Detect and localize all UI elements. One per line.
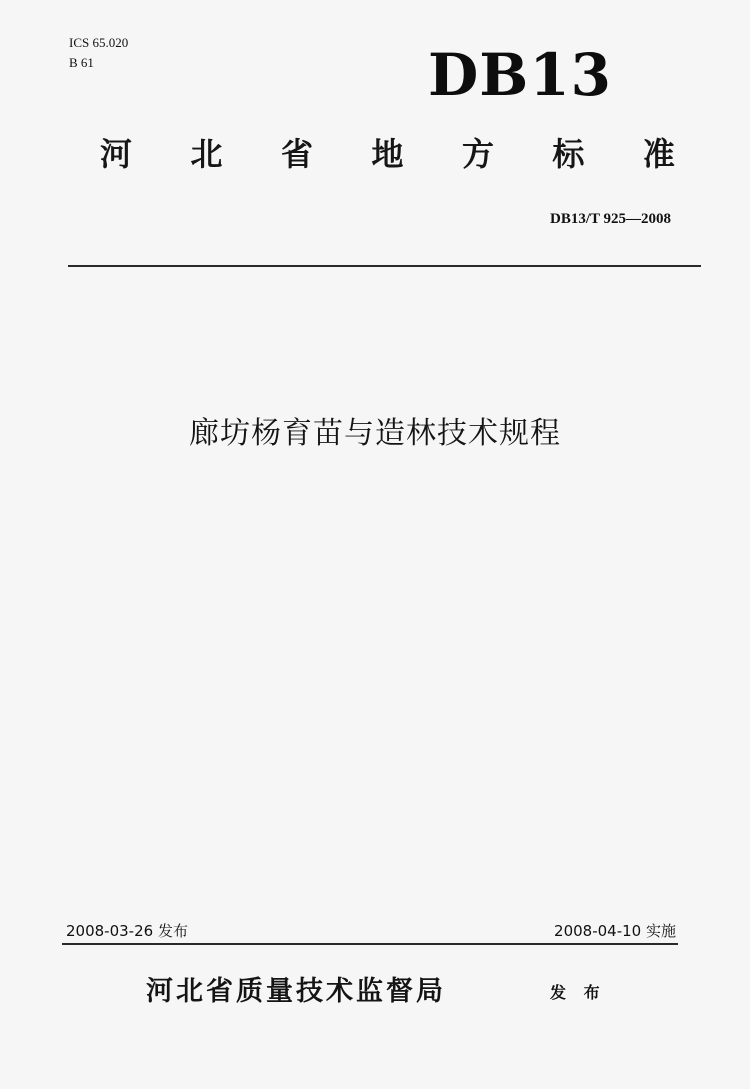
- standard-type-char: 方: [461, 135, 494, 173]
- standard-type-char: 地: [371, 135, 404, 173]
- document-title: 廊坊杨育苗与造林技术规程: [189, 416, 561, 451]
- issue-date: 2008-03-26 发布: [66, 922, 188, 940]
- standard-type-char: 省: [280, 135, 313, 173]
- ccs-code: B 61: [69, 55, 94, 70]
- standard-type-heading: [100, 132, 675, 176]
- issuer-suffix: 发 布: [550, 983, 606, 1002]
- bottom-divider: [62, 943, 678, 945]
- standard-type-char: 河: [100, 135, 133, 173]
- ics-code: ICS 65.020: [69, 35, 129, 50]
- db13-logo: DB13: [428, 41, 613, 109]
- standard-number: DB13/T 925—2008: [550, 211, 671, 227]
- standard-type-char: 准: [642, 135, 675, 173]
- implementation-date: 2008-04-10 实施: [554, 922, 676, 940]
- issuing-authority: 河北省质量技术监督局: [146, 976, 446, 1007]
- top-divider: [68, 265, 701, 267]
- standard-type-char: 标: [552, 135, 585, 173]
- standard-type-char: 北: [190, 135, 223, 173]
